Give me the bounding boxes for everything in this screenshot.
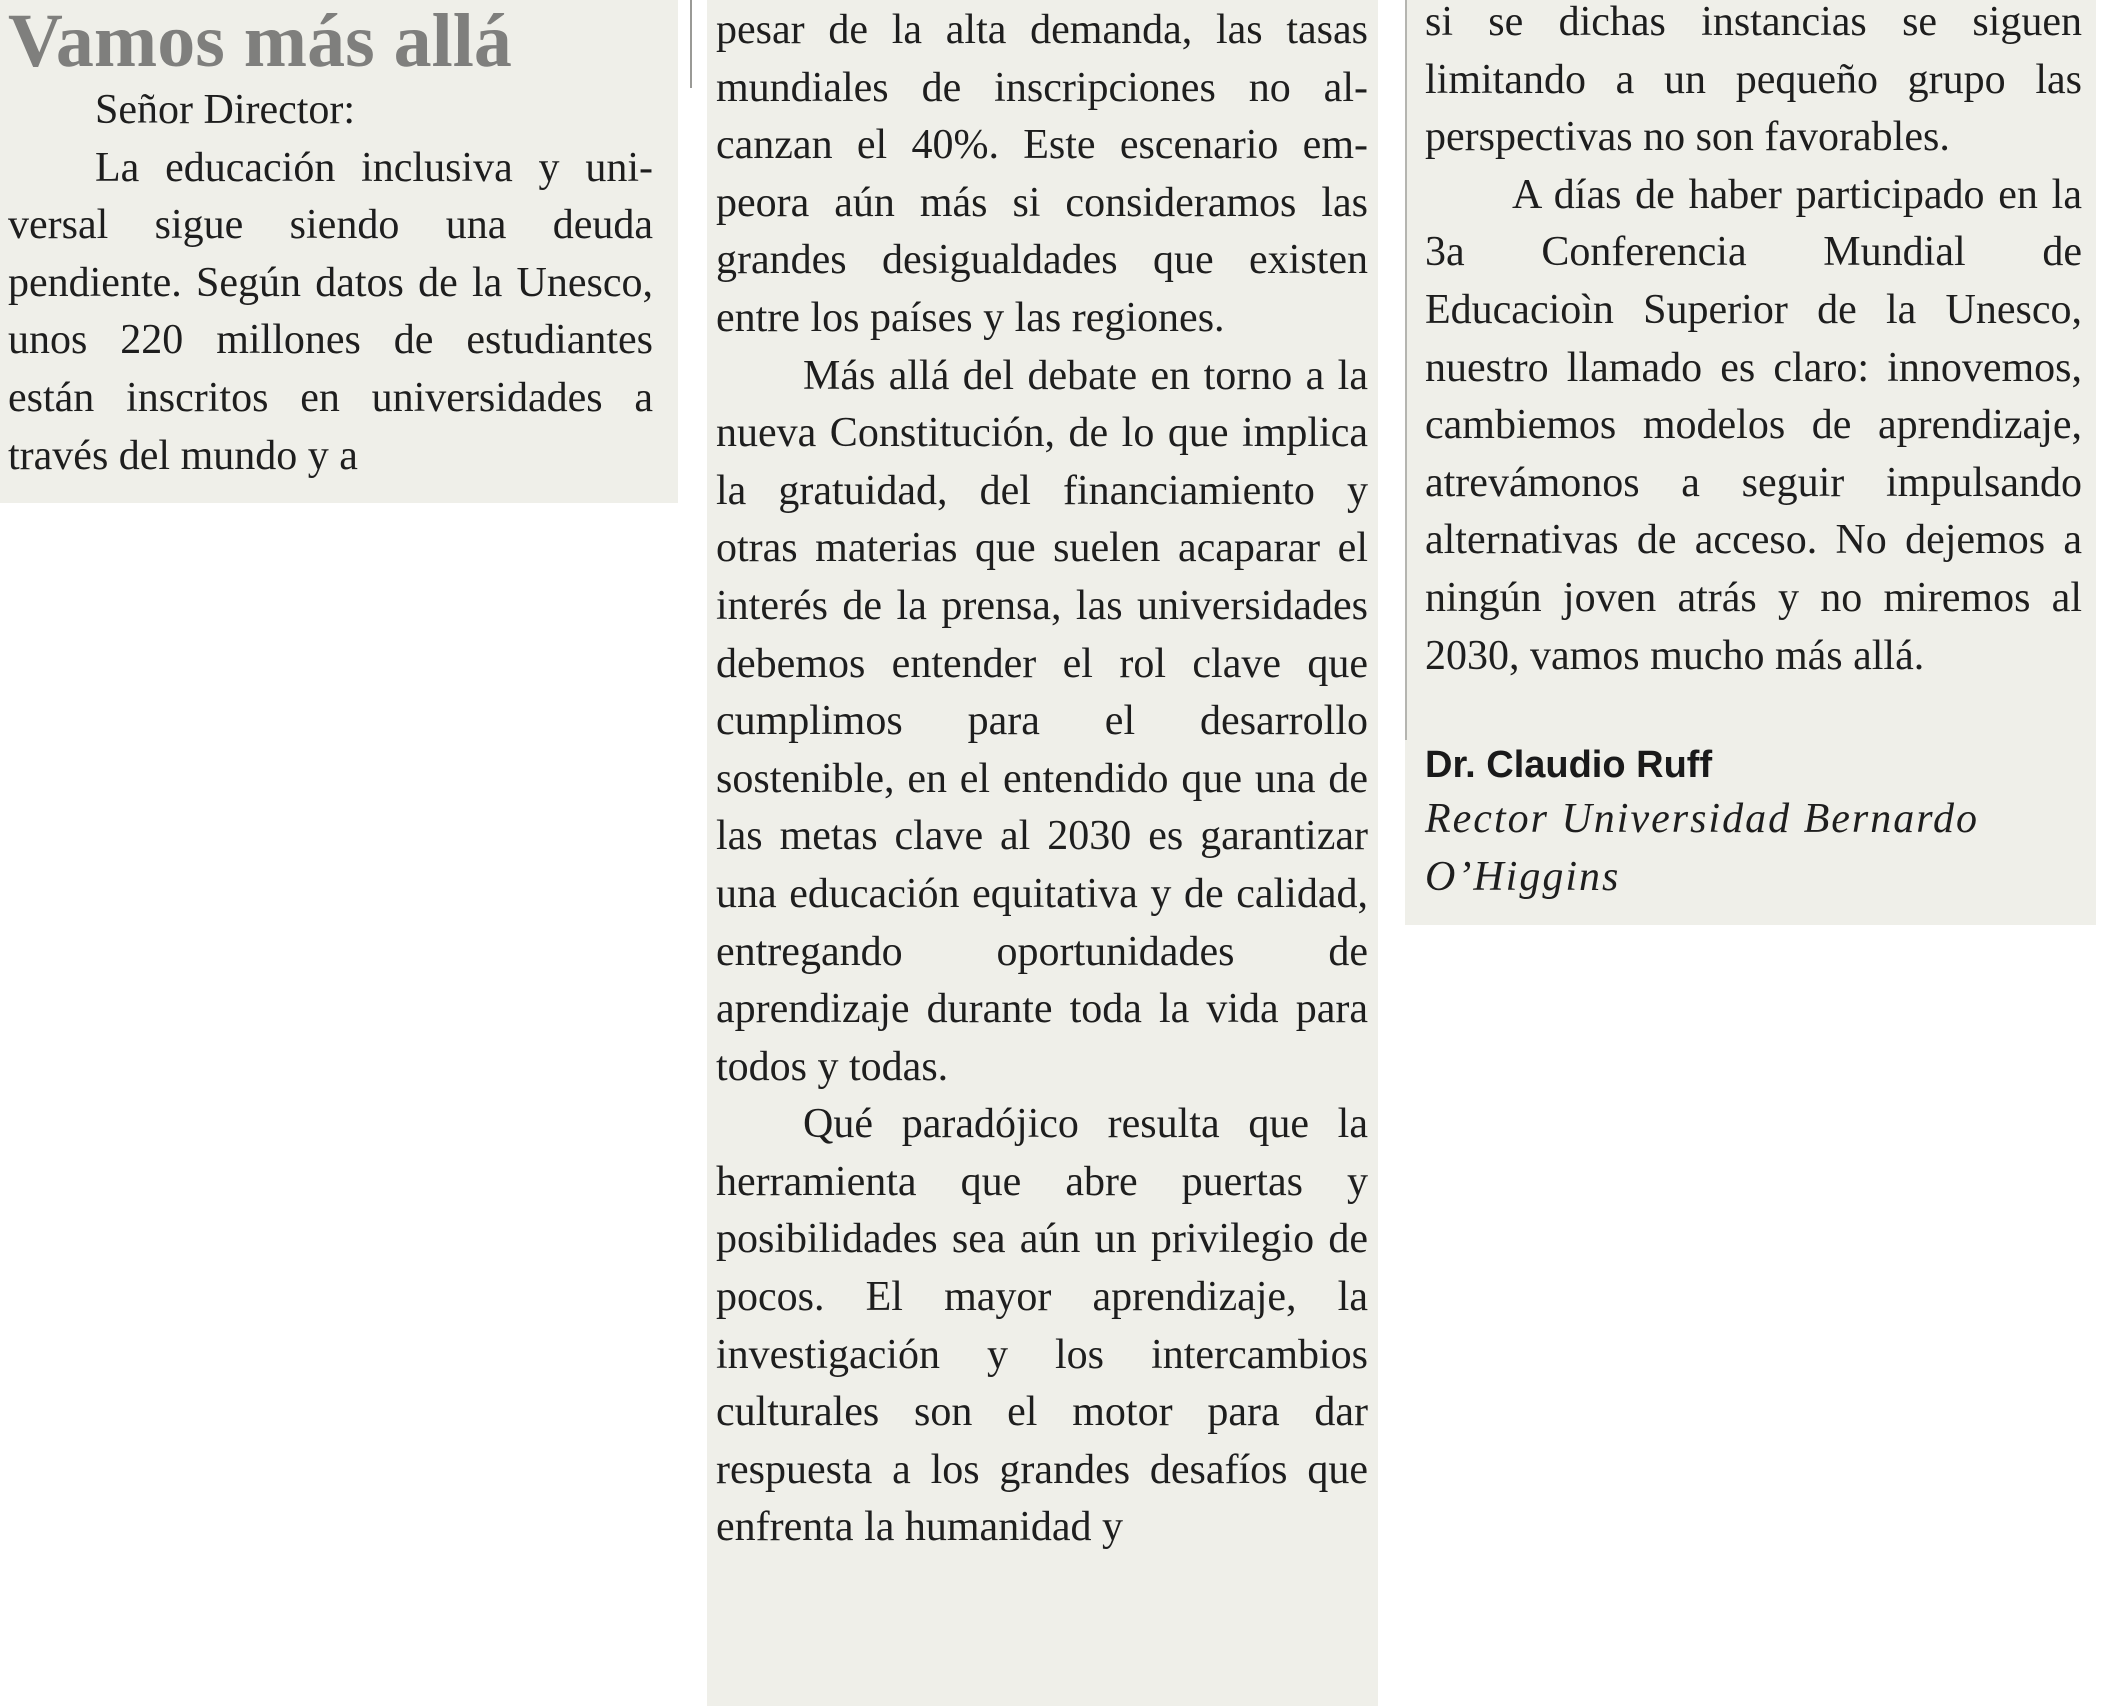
paragraph: pesar de la alta demanda, las tasas mundiales de inscripciones no alcanzan el 40%. Este escenario empeora aún más si consideramos las grandes desigualdades que existen entre los países y las regiones.: [716, 7, 1368, 341]
paragraph: A días de haber participado en la 3a Conferencia Mundial de Educacioìn Superior de la Unesco, nuestro llamado es claro: innovemos, cambiemos modelos de aprendizaje, atrevámonos a seguir impulsando alternativas de acceso. No dejemos a ningún joven atrás y no miremos al 2030, vamos mucho más allá.: [1425, 171, 2082, 679]
column-1-text: [8, 82, 653, 485]
signature-role: Rector Universidad Bernardo O’Higgins: [1425, 796, 1980, 900]
column-1: [0, 0, 678, 503]
signature: [1425, 740, 2082, 906]
signature-name: Dr. Claudio Ruff: [1425, 744, 1713, 786]
paragraph: La educación inclusiva y universal sigue siendo una deuda pendiente. Según datos de la Unesco, unos 220 millones de estudiantes están inscritos en universidades a través del mundo y a: [8, 144, 653, 479]
column-divider: [1405, 0, 1407, 740]
salutation: Señor Director:: [95, 87, 356, 133]
article-title: Vamos más allá: [8, 0, 512, 83]
column-2: [707, 0, 1378, 1706]
paragraph: si se dichas instancias se siguen limitando a un pequeño grupo las perspectivas no son favorables.: [1425, 0, 2082, 161]
paragraph: Más allá del debate en torno a la nueva Constitución, de lo que implica la gratuidad, del financiamiento y otras materias que suelen acaparar el interés de la prensa, las universidades debemos entender el rol clave que cumplimos para el desarrollo sostenible, en el entendido que una de las metas clave al 2030 es garantizar una educación equitativa y de calidad, entregando oportunidades de aprendizaje durante toda la vida para todos y todas.: [716, 352, 1368, 1090]
column-divider: [690, 0, 692, 88]
column-3: [1405, 0, 2096, 925]
column-3-text: [1425, 0, 2082, 685]
paragraph: Qué paradójico resulta que la herramienta que abre puertas y posibilidades sea aún un privilegio de pocos. El mayor aprendizaje, la investigación y los intercambios culturales son el motor para dar respuesta a los grandes desafíos que enfrenta la humanidad y: [716, 1101, 1368, 1551]
column-2-text: [716, 2, 1368, 1557]
